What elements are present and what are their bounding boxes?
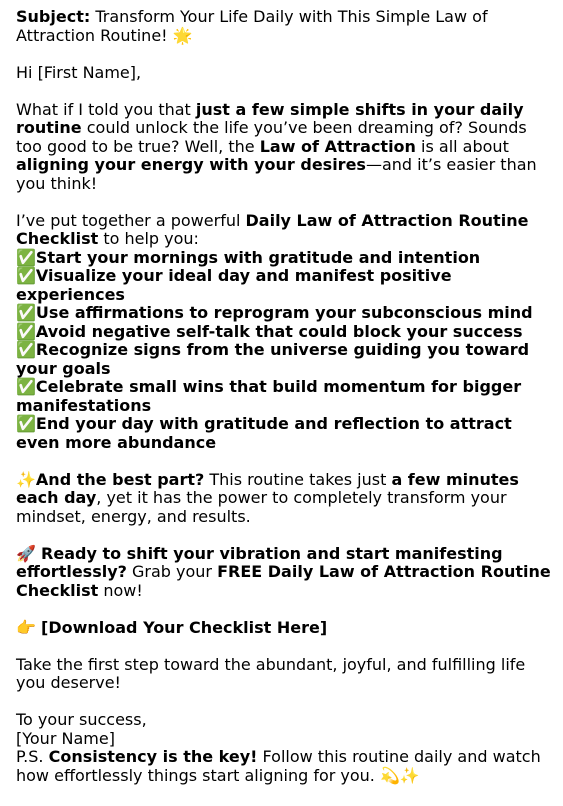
checklist-item	[16, 304, 557, 323]
star-icon: 🌟	[172, 25, 193, 45]
subject-line	[16, 8, 557, 45]
checklist-intro	[16, 212, 557, 249]
greeting: Hi [First Name],	[16, 62, 142, 82]
checklist-item	[16, 249, 557, 268]
check-icon: ✅	[16, 321, 36, 341]
ps-bold: Consistency is the key!	[48, 747, 258, 766]
intro-text-3: is all about	[415, 136, 509, 156]
pointing-hand-icon: 👉	[16, 617, 36, 637]
download-link[interactable]: [Download Your Checklist Here]	[41, 617, 328, 637]
cta-bold-2: FREE Daily Law of Attraction Routine Checklist	[16, 562, 551, 600]
rocket-icon: 🚀	[16, 543, 36, 563]
checklist-item-text: End your day with gratitude and reflection to attract even more abundance	[16, 414, 512, 452]
check-icon: ✅	[16, 340, 36, 359]
best-part-text-1: This routine takes just	[204, 469, 392, 489]
intro-bold-2: Law of Attraction	[259, 136, 416, 156]
checklist-item-text: Use affirmations to reprogram your subconscious mind	[35, 303, 533, 322]
cta-text-1: Grab your	[126, 562, 218, 581]
checklist	[16, 249, 557, 453]
ps-text: Follow this routine daily and watch how effortlessly things start aligning for you.	[16, 747, 541, 785]
subject-label: Subject:	[16, 7, 91, 26]
check-icon: ✅	[16, 303, 36, 322]
checklist-item	[16, 323, 557, 342]
checklist-item-text: Celebrate small wins that build momentum for bigger manifestations	[16, 377, 522, 415]
dizzy-sparkles-icon: 💫✨	[379, 765, 420, 785]
ps-label: P.S.	[16, 747, 49, 766]
cta-text-2: now!	[98, 580, 143, 600]
intro-text-1: What if I told you that	[16, 99, 196, 119]
checklist-item-text: Start your mornings with gratitude and intention	[35, 247, 481, 267]
sparkles-icon: ✨	[16, 469, 36, 489]
intro-text-2: could unlock the life you’ve been dreaming of? Sounds too good to be true? Well, the	[16, 118, 527, 156]
intro-paragraph	[16, 101, 557, 194]
checklist-item-text: Recognize signs from the universe guiding you toward your goals	[16, 340, 530, 378]
check-icon: ✅	[16, 414, 36, 433]
cta-bold-1: Ready to shift your vibration and start manifesting effortlessly?	[16, 543, 503, 581]
checklist-item	[16, 415, 557, 452]
intro-bold-1: just a few simple shifts in your daily routine	[16, 99, 524, 137]
checklist-item-text: Avoid negative self-talk that could block your success	[35, 321, 523, 341]
subject-text: Transform Your Life Daily with This Simple Law of Attraction Routine!	[16, 7, 488, 45]
checklist-item	[16, 267, 557, 304]
best-part-bold-1: And the best part?	[35, 469, 205, 489]
checklist-item	[16, 378, 557, 415]
check-icon: ✅	[16, 377, 36, 396]
checklist-intro-bold: Daily Law of Attraction Routine Checklist	[16, 210, 529, 248]
best-part-paragraph	[16, 471, 557, 527]
download-line	[16, 619, 557, 638]
closing-paragraph: Take the first step toward the abundant, joyful, and fulfilling life you deserve!	[16, 654, 526, 692]
check-icon: ✅	[16, 247, 36, 267]
signoff: To your success,	[16, 710, 147, 729]
intro-bold-3: aligning your energy with your desires	[16, 155, 366, 174]
best-part-bold-2: a few minutes each day	[16, 469, 519, 507]
checklist-item-text: Visualize your ideal day and manifest positive experiences	[16, 266, 452, 304]
intro-text-4: —and it’s easier than you think!	[16, 155, 537, 193]
checklist-item	[16, 341, 557, 378]
check-icon: ✅	[16, 266, 36, 285]
ps-paragraph	[16, 748, 557, 785]
checklist-intro-text-2: to help you:	[98, 229, 199, 248]
cta-paragraph	[16, 545, 557, 601]
signature: [Your Name]	[16, 728, 115, 748]
best-part-text-2: , yet it has the power to completely transform your mindset, energy, and results.	[16, 488, 507, 526]
checklist-intro-text-1: I’ve put together a powerful	[16, 210, 246, 230]
